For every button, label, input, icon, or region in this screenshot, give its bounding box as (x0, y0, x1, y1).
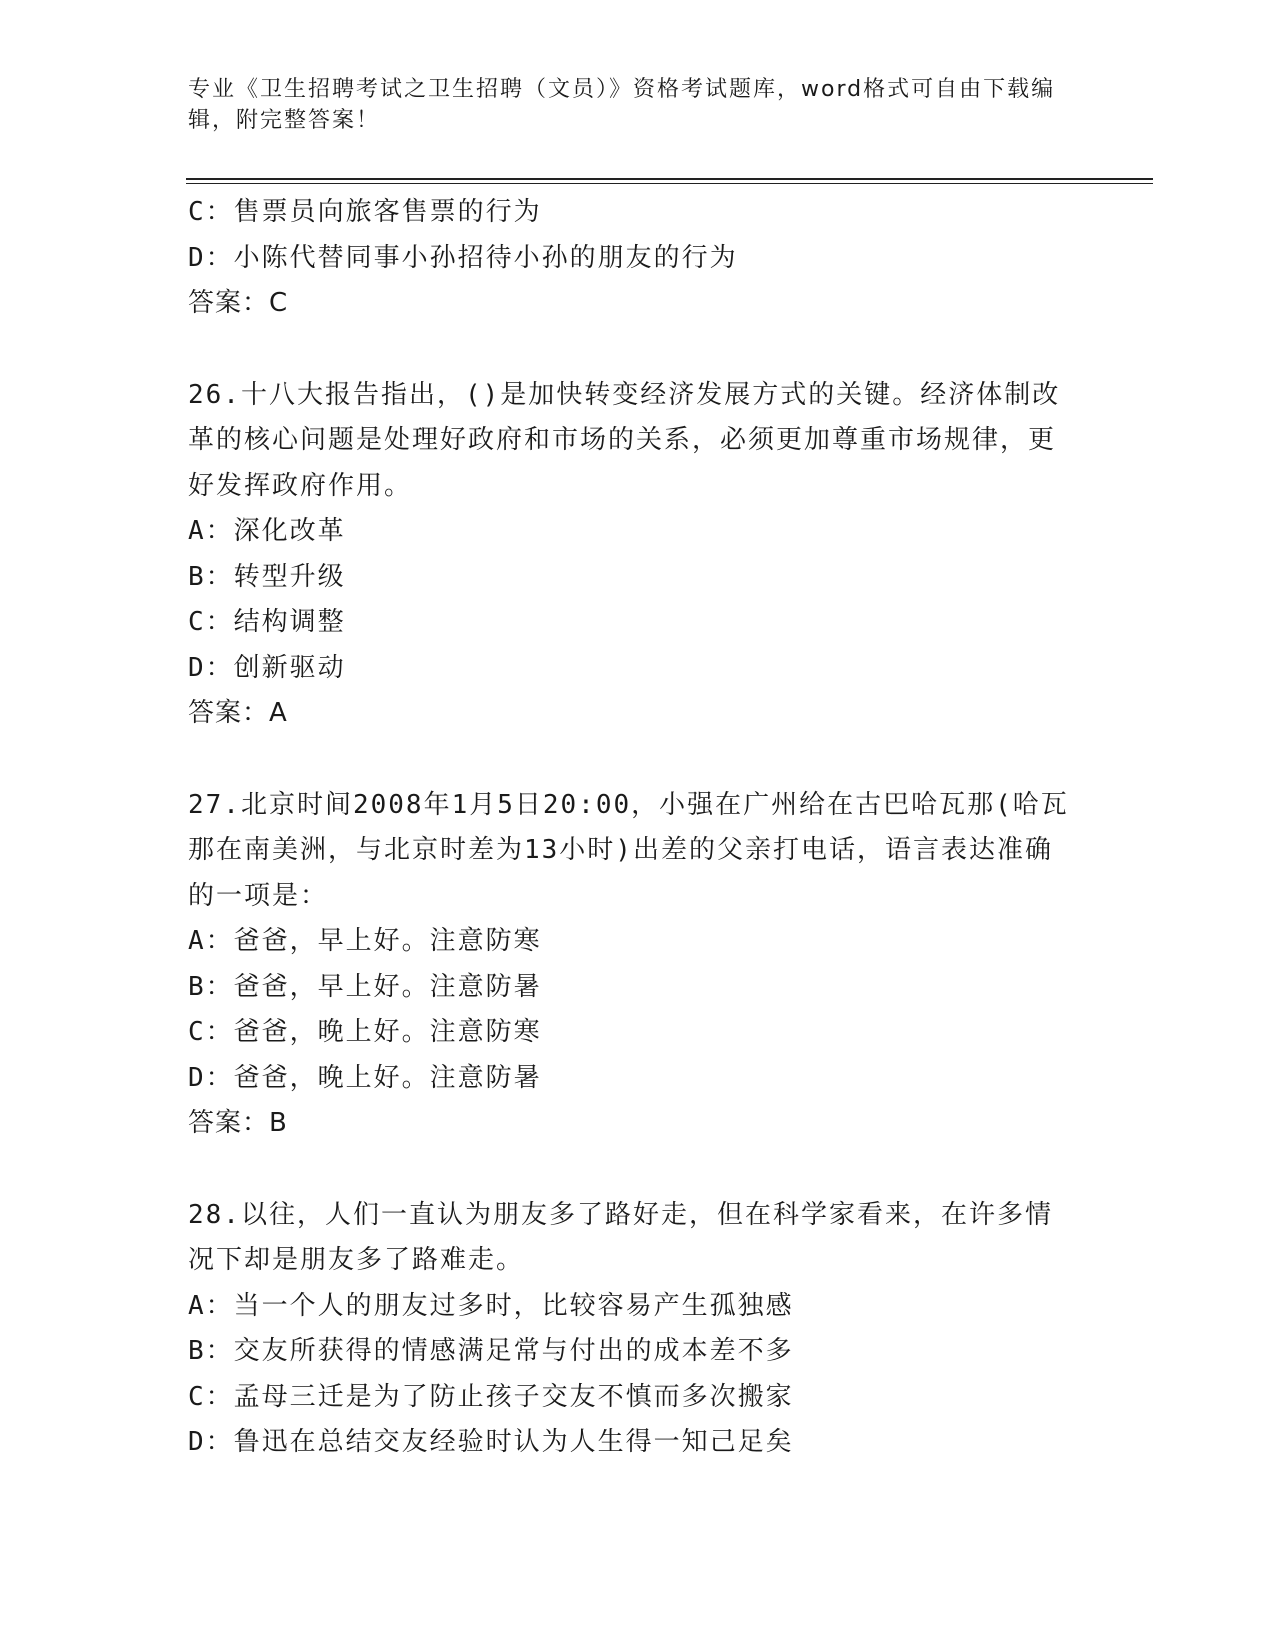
option-c: C：结构调整 (188, 607, 346, 637)
question-stem: 28.以往，人们一直认为朋友多了路好走，但在科学家看来，在许多情况下却是朋友多了路难走。 (188, 1199, 1053, 1275)
option-d: D：小陈代替同事小孙招待小孙的朋友的行为 (188, 242, 738, 273)
option-b: B：交友所获得的情感满足常与付出的成本差不多 (188, 1336, 794, 1366)
option-b: B：爸爸，早上好。注意防暑 (188, 971, 542, 1002)
answer-line: 答案：C (188, 288, 289, 318)
option-b: B：转型升级 (188, 561, 346, 592)
option-c: C：爸爸，晚上好。注意防寒 (188, 1017, 542, 1047)
spacer (188, 327, 1088, 373)
header-rule-thin (186, 183, 1153, 184)
document-header: 专业《卫生招聘考试之卫生招聘（文员）》资格考试题库，word格式可自由下载编辑，附完整答案！ (188, 77, 1056, 133)
document-body (188, 190, 1088, 1466)
spacer (188, 1147, 1088, 1193)
answer-line: 答案：B (188, 1108, 288, 1138)
question-stem: 27.北京时间2008年1月5日20:00，小强在广州给在古巴哈瓦那(哈瓦那在南美洲，与北京时差为13小时)出差的父亲打电话，语言表达准确的一项是： (188, 789, 1069, 911)
spacer (188, 737, 1088, 783)
question-26 (188, 373, 1088, 737)
option-d: D：鲁迅在总结交友经验时认为人生得一知己足矣 (188, 1427, 794, 1457)
option-c: C：孟母三迁是为了防止孩子交友不慎而多次搬家 (188, 1381, 794, 1412)
question-stem: 26.十八大报告指出，()是加快转变经济发展方式的关键。经济体制改革的核心问题是处理好政府和市场的关系，必须更加尊重市场规律，更好发挥政府作用。 (188, 379, 1061, 501)
question-27 (188, 783, 1088, 1147)
answer-line: 答案：A (188, 698, 288, 728)
option-d: D：爸爸，晚上好。注意防暑 (188, 1062, 542, 1093)
option-a: A：当一个人的朋友过多时，比较容易产生孤独感 (188, 1290, 794, 1321)
option-d: D：创新驱动 (188, 652, 346, 683)
option-a: A：深化改革 (188, 516, 346, 546)
carryover-question (188, 190, 1088, 327)
question-28 (188, 1193, 1088, 1466)
option-a: A：爸爸，早上好。注意防寒 (188, 926, 542, 956)
header-rule-thick (186, 178, 1153, 180)
option-c: C：售票员向旅客售票的行为 (188, 197, 542, 227)
